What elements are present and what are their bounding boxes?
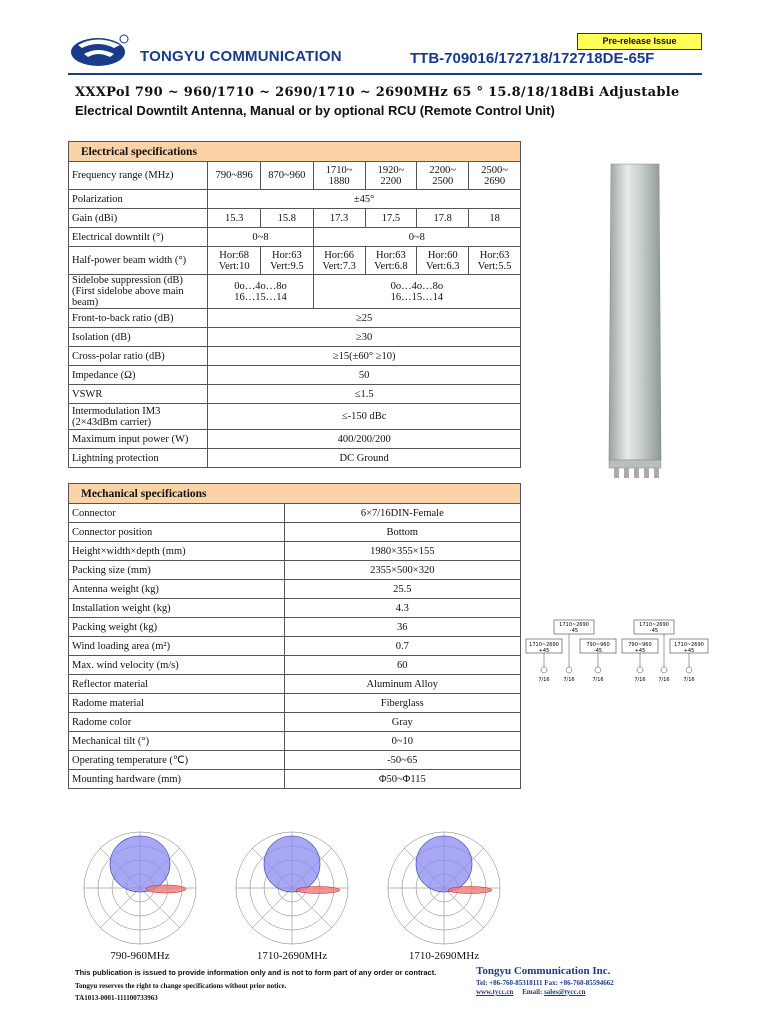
row-label: Reflector material xyxy=(69,675,285,694)
connector-label: 7/16 xyxy=(563,677,575,683)
row-value: 25.5 xyxy=(284,580,520,599)
beamwidth-cell: Hor:63 Vert:5.5 xyxy=(469,247,521,275)
row-label: Isolation (dB) xyxy=(69,328,208,347)
mechanical-section-title: Mechanical specifications xyxy=(69,484,521,504)
row-value: 60 xyxy=(284,656,520,675)
port-label: 1710~2690 -45 xyxy=(639,622,669,634)
row-value: Gray xyxy=(284,713,520,732)
email-link[interactable]: sales@tycc.cn xyxy=(544,988,586,996)
row-label: Intermodulation IM3 (2×43dBm carrier) xyxy=(69,404,208,430)
connector-label: 7/16 xyxy=(683,677,695,683)
row-value: 4.3 xyxy=(284,599,520,618)
row-value: 0.7 xyxy=(284,637,520,656)
gain-cell: 17.8 xyxy=(417,209,469,228)
row-label: Electrical downtilt (°) xyxy=(69,228,208,247)
pattern-caption-2: 1710-2690MHz xyxy=(256,950,328,962)
radiation-pattern-1 xyxy=(80,828,200,948)
pattern-caption-1: 790-960MHz xyxy=(110,950,170,962)
row-label: Frequency range (MHz) xyxy=(69,162,208,190)
freq-cell: 2200~ 2500 xyxy=(417,162,469,190)
row-value: 1980×355×155 xyxy=(284,542,520,561)
row-label: Connector xyxy=(69,504,285,523)
beamwidth-cell: Hor:60 Vert:6.3 xyxy=(417,247,469,275)
antenna-image xyxy=(605,160,665,480)
gain-cell: 17.5 xyxy=(365,209,417,228)
row-label: Connector position xyxy=(69,523,285,542)
connector-label: 7/16 xyxy=(634,677,646,683)
header-rule xyxy=(68,73,702,75)
radiation-pattern-3 xyxy=(384,828,504,948)
freq-cell: 1920~ 2200 xyxy=(365,162,417,190)
port-label: 1710~2690 +45 xyxy=(529,642,559,654)
electrical-section-title: Electrical specifications xyxy=(69,142,521,162)
isolation-value: ≥30 xyxy=(208,328,521,347)
row-label: Height×width×depth (mm) xyxy=(69,542,285,561)
im3-value: ≤-150 dBc xyxy=(208,404,521,430)
row-value: 36 xyxy=(284,618,520,637)
model-number: TTB-709016/172718/172718DE-65F xyxy=(410,50,655,67)
disclaimer: This publication is issued to provide information only and is not to form part of any order or contract. xyxy=(75,968,437,977)
row-label: Front-to-back ratio (dB) xyxy=(69,309,208,328)
row-label: Mechanical tilt (°) xyxy=(69,732,285,751)
company-logo xyxy=(70,30,130,70)
sidelobe-cell: 0o…4o…8o 16…15…14 xyxy=(208,275,313,309)
disclaimer-notice: Tongyu reserves the right to change specifications without prior notice. xyxy=(75,982,287,990)
port-label: 1710~2690 -45 xyxy=(559,622,589,634)
pre-release-badge: Pre-release Issue xyxy=(577,33,702,50)
gain-cell: 17.3 xyxy=(313,209,365,228)
row-label: Operating temperature (℃) xyxy=(69,751,285,770)
radiation-pattern-2 xyxy=(232,828,352,948)
row-value: Φ50~Φ115 xyxy=(284,770,520,789)
row-label: Gain (dBi) xyxy=(69,209,208,228)
row-label: Cross-polar ratio (dB) xyxy=(69,347,208,366)
beamwidth-cell: Hor:63 Vert:6.8 xyxy=(365,247,417,275)
product-subtitle-line1: XXXPol 790 ~ 960/1710 ~ 2690/1710 ~ 2690MHz 65 ° 15.8/18/18dBi Adjustable xyxy=(75,85,680,100)
electrical-spec-table xyxy=(68,141,521,468)
row-value: 6×7/16DIN-Female xyxy=(284,504,520,523)
product-subtitle-line2: Electrical Downtilt Antenna, Manual or by optional RCU (Remote Control Unit) xyxy=(75,103,555,118)
row-value: Bottom xyxy=(284,523,520,542)
impedance-value: 50 xyxy=(208,366,521,385)
row-value: Fiberglass xyxy=(284,694,520,713)
freq-cell: 870~960 xyxy=(261,162,314,190)
row-value: Aluminum Alloy xyxy=(284,675,520,694)
row-label: Sidelobe suppression (dB) (First sidelobe above main beam) xyxy=(69,275,208,309)
mechanical-spec-table xyxy=(68,483,521,789)
gain-cell: 15.8 xyxy=(261,209,314,228)
cross-polar-value: ≥15(±60° ≥10) xyxy=(208,347,521,366)
row-label: Polarization xyxy=(69,190,208,209)
row-label: Impedance (Ω) xyxy=(69,366,208,385)
port-label: 1710~2690 +45 xyxy=(674,642,704,654)
connector-label: 7/16 xyxy=(538,677,550,683)
vswr-value: ≤1.5 xyxy=(208,385,521,404)
connector-label: 7/16 xyxy=(658,677,670,683)
port-label: 790~960 +45 xyxy=(628,642,652,654)
document-id: TA1013-0001-111100733963 xyxy=(75,994,158,1002)
email-label: Email: xyxy=(522,988,543,996)
brand-name: TONGYU COMMUNICATION xyxy=(140,48,342,65)
row-label: Wind loading area (m²) xyxy=(69,637,285,656)
row-label: VSWR xyxy=(69,385,208,404)
freq-cell: 1710~ 1880 xyxy=(313,162,365,190)
row-label: Antenna weight (kg) xyxy=(69,580,285,599)
polarization-value: ±45° xyxy=(208,190,521,209)
gain-cell: 18 xyxy=(469,209,521,228)
row-value: 2355×500×320 xyxy=(284,561,520,580)
max-power-value: 400/200/200 xyxy=(208,430,521,449)
website-link[interactable]: www.tycc.cn xyxy=(476,988,514,996)
port-diagram xyxy=(524,615,712,685)
front-to-back-value: ≥25 xyxy=(208,309,521,328)
downtilt-cell: 0~8 xyxy=(208,228,313,247)
beamwidth-cell: Hor:63 Vert:9.5 xyxy=(261,247,314,275)
row-label: Packing size (mm) xyxy=(69,561,285,580)
row-value: -50~65 xyxy=(284,751,520,770)
row-label: Half-power beam width (°) xyxy=(69,247,208,275)
beamwidth-cell: Hor:66 Vert:7.3 xyxy=(313,247,365,275)
web-email xyxy=(476,988,585,996)
company-name: Tongyu Communication Inc. xyxy=(476,965,611,977)
row-label: Installation weight (kg) xyxy=(69,599,285,618)
connector-label: 7/16 xyxy=(592,677,604,683)
beamwidth-cell: Hor:68 Vert:10 xyxy=(208,247,261,275)
row-label: Radome color xyxy=(69,713,285,732)
lightning-value: DC Ground xyxy=(208,449,521,468)
row-value: 0~10 xyxy=(284,732,520,751)
gain-cell: 15.3 xyxy=(208,209,261,228)
freq-cell: 2500~ 2690 xyxy=(469,162,521,190)
row-label: Packing weight (kg) xyxy=(69,618,285,637)
row-label: Maximum input power (W) xyxy=(69,430,208,449)
freq-cell: 790~896 xyxy=(208,162,261,190)
port-label: 790~960 -45 xyxy=(586,642,610,654)
row-label: Mounting hardware (mm) xyxy=(69,770,285,789)
sidelobe-cell: 0o…4o…8o 16…15…14 xyxy=(313,275,520,309)
phone-fax: Tel: +86-760-85318111 Fax: +86-760-85594662 xyxy=(476,979,614,987)
row-label: Radome material xyxy=(69,694,285,713)
row-label: Max. wind velocity (m/s) xyxy=(69,656,285,675)
row-label: Lightning protection xyxy=(69,449,208,468)
pattern-caption-3: 1710-2690MHz xyxy=(408,950,480,962)
downtilt-cell: 0~8 xyxy=(313,228,520,247)
